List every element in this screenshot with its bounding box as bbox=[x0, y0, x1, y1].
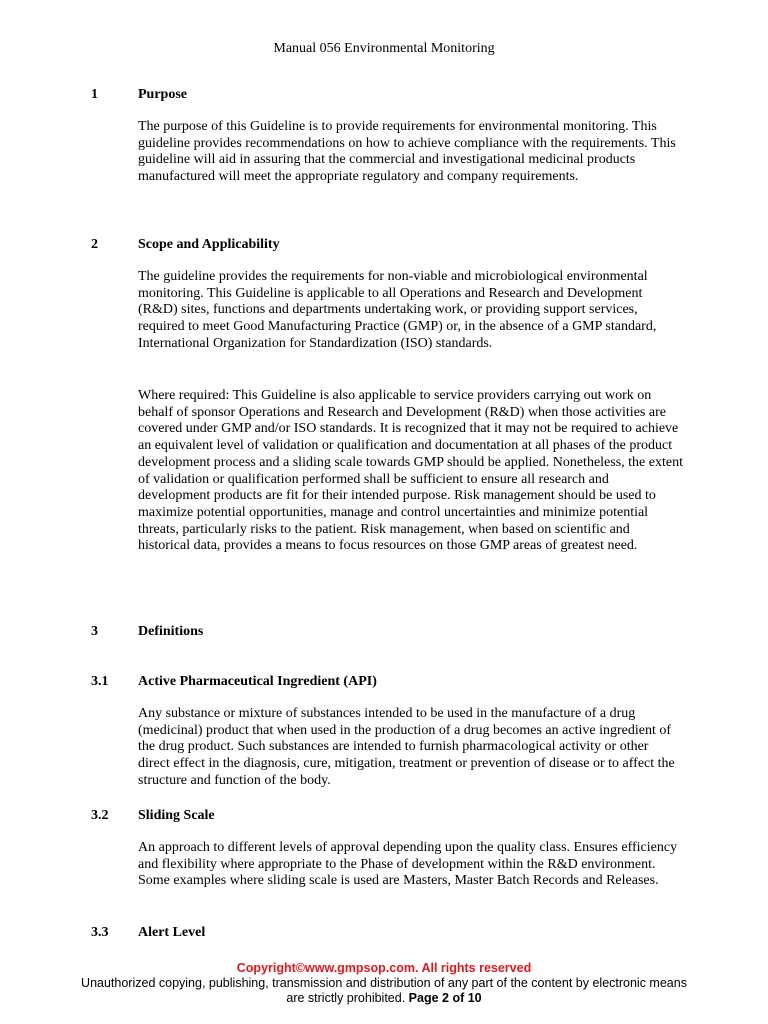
section-heading-scope: Scope and Applicability bbox=[138, 237, 280, 252]
purpose-paragraph: The purpose of this Guideline is to provide requirements for environmental monitoring. This guideline provides recommendations on how to achieve compliance with the requirements. This guideline will aid in assuring that the commercial and investigational medicinal products manufactured will meet the appropriate regulatory and company requirements. bbox=[138, 119, 676, 185]
section-heading-definitions: Definitions bbox=[138, 624, 204, 639]
subsection-heading-sliding-scale: Sliding Scale bbox=[138, 808, 215, 823]
copyright-notice: Copyright©www.gmpsop.com. All rights reserved bbox=[236, 961, 532, 975]
page-number: Page 2 of 10 bbox=[408, 991, 482, 1005]
scope-paragraph-2: Where required: This Guideline is also applicable to service providers carrying out work on behalf of sponsor Operations and Research and Development (R&D) when those activities are covered under GMP and/or ISO standards. It is recognized that it may not be required to achieve an equivalent level of validation or qualification and documentation at all phases of the product development process and a sliding scale towards GMP should be applied. Nonetheless, the extent of validation or qualification performed shall be sufficient to ensure all research and development products are fit for their intended purpose. Risk management should be used to maximize potential opportunities, manage and control uncertainties and minimize potential threats, particularly risks to the patient. Risk management, when based on scientific and historical data, provides a means to focus resources on those GMP areas of greatest need. bbox=[138, 388, 683, 554]
subsection-heading-alert-level: Alert Level bbox=[138, 925, 206, 940]
section-number: 1 bbox=[91, 87, 98, 102]
subsection-number: 3.1 bbox=[91, 674, 109, 689]
sliding-scale-paragraph: An approach to different levels of approval depending upon the quality class. Ensures efficiency and flexibility where appropriate to the Phase of development within the R&D environment. Some examples where sliding scale is used are Masters, Master Batch Records and Releases. bbox=[138, 840, 678, 889]
subsection-number: 3.3 bbox=[91, 925, 109, 940]
subsection-number: 3.2 bbox=[91, 808, 109, 823]
subsection-heading-api: Active Pharmaceutical Ingredient (API) bbox=[138, 674, 377, 689]
footer-notice bbox=[80, 976, 688, 1006]
section-heading-purpose: Purpose bbox=[138, 87, 187, 102]
scope-paragraph-1: The guideline provides the requirements for non-viable and microbiological environmental monitoring. This Guideline is applicable to all Operations and Research and Development (R&D) sites, functions and departments undertaking work, or providing support services, required to meet Good Manufacturing Practice (GMP) or, in the absence of a GMP standard, International Organization for Standardization (ISO) standards. bbox=[138, 269, 657, 351]
document-header: Manual 056 Environmental Monitoring bbox=[273, 41, 495, 56]
section-number: 2 bbox=[91, 237, 98, 252]
api-paragraph: Any substance or mixture of substances intended to be used in the manufacture of a drug (medicinal) product that when used in the production of a drug becomes an active ingredient of the drug product. Such substances are intended to furnish pharmacological activity or other direct effect in the diagnosis, cure, mitigation, treatment or prevention of disease or to affect the structure and function of the body. bbox=[138, 706, 675, 788]
footer-notice-text: Unauthorized copying, publishing, transmission and distribution of any part of the content by electronic means are strictly prohibited. bbox=[81, 976, 687, 1005]
section-number: 3 bbox=[91, 624, 98, 639]
